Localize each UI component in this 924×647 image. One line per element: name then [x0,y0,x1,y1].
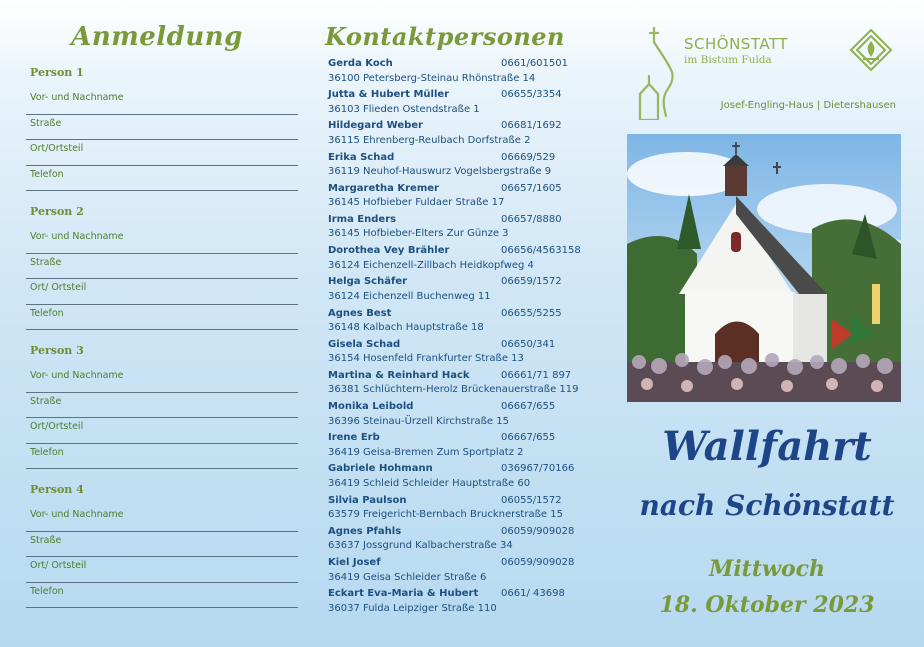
shrine-photo [627,134,901,402]
contact-address: 36396 Steinau-Ürzell Kirchstraße 15 [328,415,509,427]
contact-entry [324,588,594,617]
contact-address: 63637 Jossgrund Kalbacherstraße 34 [328,540,513,552]
person-3-field[interactable]: Ort/Ortsteil [26,418,298,444]
person-4-field[interactable]: Vor- und Nachname [26,506,298,532]
person-block-1 [26,66,298,191]
person-2-field[interactable]: Telefon [26,305,298,331]
contact-address: 36119 Neuhof-Hauswurz Vogelsbergstraße 9 [328,166,552,178]
contact-phone: 06055/1572 [501,494,562,506]
contact-phone: 06657/1605 [501,182,562,194]
contact-address: 36148 Kalbach Hauptstraße 18 [328,322,484,333]
contact-entry [324,89,594,118]
contact-address: 36145 Hofbieber-Elters Zur Günze 3 [328,228,509,240]
contact-address: 36115 Ehrenberg-Reulbach Dorfstraße 2 [328,134,531,146]
person-block-3 [26,344,298,469]
contact-name: Hildegard Weber [328,120,423,132]
contact-phone: 06059/909028 [501,557,575,568]
contact-address: 36419 Geisa-Bremen Zum Sportplatz 2 [328,446,524,458]
contact-entry [324,308,594,337]
contact-phone: 06661/71 897 [501,369,572,381]
contact-address: 36145 Hofbieber Fuldaer Straße 17 [328,197,505,209]
contact-phone: 0661/ 43698 [501,588,565,600]
contact-address: 36124 Eichenzell Buchenweg 11 [328,290,491,302]
contact-name: Agnes Pfahls [328,525,402,537]
registration-panel [26,22,298,608]
contact-address: 36124 Eichenzell-Zillbach Heidkopfweg 4 [328,259,534,271]
person-block-2 [26,205,298,330]
person-3-field[interactable]: Vor- und Nachname [26,367,298,393]
contact-phone: 06655/5255 [501,307,562,319]
contact-entry [324,557,594,586]
person-3-field[interactable]: Straße [26,393,298,419]
contact-name: Gabriele Hohmann [328,463,433,475]
contact-phone: 06059/909028 [501,525,575,537]
person-1-field[interactable]: Telefon [26,166,298,192]
contact-phone: 06681/1692 [501,120,562,132]
contact-entry [324,339,594,368]
contact-entry [324,276,594,305]
contact-address: 36381 Schlüchtern-Herolz Brückenauerstraße 119 [328,384,579,396]
contact-phone: 06656/4563158 [501,245,581,257]
contact-phone: 06655/3354 [501,89,562,101]
contact-name: Helga Schäfer [328,276,408,288]
person-2-field[interactable]: Straße [26,254,298,280]
contact-list [324,58,594,617]
event-weekday: Mittwoch [708,556,826,582]
contact-phone: 06659/1572 [501,276,562,288]
contact-name: Eckart Eva-Maria & Hubert [328,588,479,600]
contact-name: Martina & Reinhard Hack [328,369,470,381]
person-label: Person 4 [30,483,84,496]
contact-address: 36100 Petersberg-Steinau Rhönstraße 14 [328,72,536,84]
contact-name: Erika Schad [328,151,395,163]
person-2-field[interactable]: Vor- und Nachname [26,228,298,254]
contact-name: Monika Leibold [328,401,414,413]
schoenstatt-shrine-logo-icon [634,24,678,120]
person-4-field[interactable]: Straße [26,532,298,558]
contacts-panel [324,22,594,619]
registration-title: Anmeldung [71,22,243,52]
location-text: Josef-Engling-Haus | Dietershausen [720,100,896,111]
contact-phone: 06667/655 [501,401,556,413]
contact-phone: 06650/341 [501,338,556,350]
event-date: 18. Oktober 2023 [659,592,875,618]
contact-phone: 06667/655 [501,432,556,444]
contact-entry [324,152,594,181]
contact-entry [324,526,594,555]
contact-name: Agnes Best [328,307,392,319]
contact-entry [324,495,594,524]
contact-name: Margaretha Kremer [328,182,439,194]
contact-name: Gisela Schad [328,338,401,350]
contact-phone: 036967/70166 [501,463,575,475]
contact-name: Silvia Paulson [328,494,407,506]
contact-address: 36419 Geisa Schleider Straße 6 [328,571,487,583]
person-label: Person 3 [30,344,84,357]
contact-address: 36154 Hosenfeld Frankfurter Straße 13 [328,353,524,365]
contact-name: Kiel Josef [328,557,381,568]
brand-block [684,35,788,66]
contact-entry [324,58,594,87]
contacts-title: Kontaktpersonen [324,22,566,51]
person-4-field[interactable]: Telefon [26,583,298,609]
brand-name: SCHÖNSTATT [684,35,788,53]
contact-entry [324,245,594,274]
person-1-field[interactable]: Vor- und Nachname [26,89,298,115]
person-1-field[interactable]: Ort/Ortsteil [26,140,298,166]
contact-phone: 0661/601501 [501,58,568,69]
contact-name: Dorothea Vey Brähler [328,245,450,257]
contact-address: 36037 Fulda Leipziger Straße 110 [328,602,497,614]
contact-name: Gerda Koch [328,58,393,69]
schoenstatt-emblem-icon [848,27,894,73]
person-2-field[interactable]: Ort/ Ortsteil [26,279,298,305]
contact-name: Jutta & Hubert Müller [328,89,450,101]
contact-address: 36103 Flieden Ostendstraße 1 [328,103,480,115]
contact-entry [324,370,594,399]
person-4-field[interactable]: Ort/ Ortsteil [26,557,298,583]
contact-entry [324,183,594,212]
contact-address: 63579 Freigericht-Bernbach Brucknerstraße 15 [328,509,563,521]
contact-name: Irma Enders [328,213,397,225]
brand-subtitle: im Bistum Fulda [684,54,772,66]
person-1-field[interactable]: Straße [26,115,298,141]
contact-entry [324,120,594,149]
cover-title-line1: Wallfahrt [662,423,872,470]
contact-phone: 06657/8880 [501,213,562,225]
contact-phone: 06669/529 [501,151,556,163]
contact-entry [324,214,594,243]
person-label: Person 2 [30,205,84,218]
person-label: Person 1 [30,66,84,79]
contact-entry [324,463,594,492]
cover-panel [622,0,924,647]
person-3-field[interactable]: Telefon [26,444,298,470]
contact-entry [324,432,594,461]
contact-entry [324,401,594,430]
contact-address: 36419 Schleid Schleider Hauptstraße 60 [328,477,531,489]
persons-list [26,66,298,608]
contact-name: Irene Erb [328,432,380,444]
person-block-4 [26,483,298,608]
cover-title-line2: nach Schönstatt [639,489,895,522]
